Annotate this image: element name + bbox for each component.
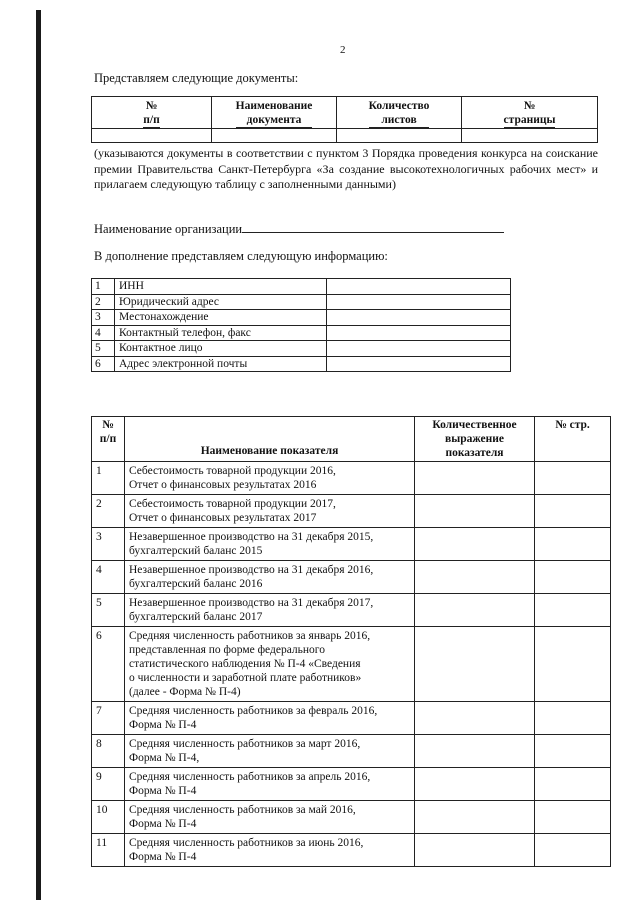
row-indicator: Средняя численность работников за апрель 2016, Форма № П-4 (125, 768, 415, 801)
row-page (535, 561, 611, 594)
info-label: Контактный телефон, факс (115, 325, 327, 341)
organization-blank-line (242, 220, 504, 233)
organization-field (94, 220, 504, 237)
row-num: 1 (92, 462, 125, 495)
table-row (92, 735, 611, 768)
table-row (92, 627, 611, 702)
header-quantity: Количественное выражение показателя (415, 417, 535, 462)
info-label: Местонахождение (115, 310, 327, 326)
table-row (92, 702, 611, 735)
row-page (535, 768, 611, 801)
row-quantity (415, 627, 535, 702)
row-indicator: Средняя численность работников за январь 2016, представленная по форме федерального статистического наблюдения № П-4 «Сведения о численности и заработной плате работников» (далее - Форма № П-4) (125, 627, 415, 702)
info-value (327, 341, 511, 357)
row-page (535, 627, 611, 702)
header-page: № страницы (503, 100, 556, 126)
info-value (327, 294, 511, 310)
intro-text: Представляем следующие документы: (94, 71, 299, 85)
info-num: 6 (92, 356, 115, 372)
row-page (535, 735, 611, 768)
header-num: № п/п (92, 417, 125, 462)
header-num: № п/п (143, 100, 160, 126)
row-page (535, 528, 611, 561)
row-num: 3 (92, 528, 125, 561)
documents-table-empty-row (92, 129, 598, 143)
table-row (92, 594, 611, 627)
row-indicator: Незавершенное производство на 31 декабря 2016, бухгалтерский баланс 2016 (125, 561, 415, 594)
info-value (327, 325, 511, 341)
row-quantity (415, 834, 535, 867)
info-row (92, 310, 511, 326)
row-page (535, 702, 611, 735)
scan-edge-bar (36, 10, 41, 900)
empty-cell (212, 129, 337, 143)
row-indicator: Средняя численность работников за июнь 2016, Форма № П-4 (125, 834, 415, 867)
row-quantity (415, 495, 535, 528)
info-row (92, 356, 511, 372)
row-num: 6 (92, 627, 125, 702)
row-page (535, 594, 611, 627)
page-number: 2 (340, 44, 346, 56)
info-num: 5 (92, 341, 115, 357)
row-page (535, 834, 611, 867)
indicators-table (91, 416, 611, 867)
row-quantity (415, 768, 535, 801)
additional-info-label: В дополнение представляем следующую информацию: (94, 249, 388, 263)
row-num: 4 (92, 561, 125, 594)
row-num: 11 (92, 834, 125, 867)
documents-table (91, 96, 598, 143)
info-value (327, 279, 511, 295)
table-row (92, 528, 611, 561)
row-indicator: Незавершенное производство на 31 декабря 2017, бухгалтерский баланс 2017 (125, 594, 415, 627)
info-label: ИНН (115, 279, 327, 295)
indicators-table-header (92, 417, 611, 462)
row-num: 5 (92, 594, 125, 627)
info-value (327, 356, 511, 372)
info-label: Контактное лицо (115, 341, 327, 357)
row-page (535, 495, 611, 528)
row-quantity (415, 702, 535, 735)
table-row (92, 768, 611, 801)
info-num: 2 (92, 294, 115, 310)
empty-cell (462, 129, 598, 143)
row-indicator: Себестоимость товарной продукции 2017, Отчет о финансовых результатах 2017 (125, 495, 415, 528)
row-num: 10 (92, 801, 125, 834)
row-num: 9 (92, 768, 125, 801)
info-value (327, 310, 511, 326)
table-row (92, 561, 611, 594)
row-indicator: Себестоимость товарной продукции 2016, Отчет о финансовых результатах 2016 (125, 462, 415, 495)
header-page-cell (462, 97, 598, 129)
row-quantity (415, 528, 535, 561)
row-page (535, 801, 611, 834)
row-quantity (415, 735, 535, 768)
header-page: № стр. (535, 417, 611, 462)
info-num: 1 (92, 279, 115, 295)
table-row (92, 462, 611, 495)
info-row (92, 341, 511, 357)
note-text: (указываются документы в соответствии с пунктом 3 Порядка проведения конкурса на соискание премии Правительства Санкт-Петербурга «За создание высокотехнологичных рабочих мест» и прилагаем следующую таблицу с заполненными данными) (94, 146, 598, 191)
row-indicator: Средняя численность работников за май 2016, Форма № П-4 (125, 801, 415, 834)
info-row (92, 294, 511, 310)
row-quantity (415, 801, 535, 834)
row-num: 2 (92, 495, 125, 528)
row-num: 7 (92, 702, 125, 735)
info-row (92, 279, 511, 295)
row-quantity (415, 462, 535, 495)
row-quantity (415, 561, 535, 594)
header-sheets-cell (337, 97, 462, 129)
info-label: Адрес электронной почты (115, 356, 327, 372)
organization-label: Наименование организации (94, 222, 243, 236)
empty-cell (337, 129, 462, 143)
row-indicator: Средняя численность работников за март 2016, Форма № П-4, (125, 735, 415, 768)
info-num: 4 (92, 325, 115, 341)
row-indicator: Незавершенное производство на 31 декабря 2015, бухгалтерский баланс 2015 (125, 528, 415, 561)
table-row (92, 834, 611, 867)
row-indicator: Средняя численность работников за февраль 2016, Форма № П-4 (125, 702, 415, 735)
row-num: 8 (92, 735, 125, 768)
info-row (92, 325, 511, 341)
table-row (92, 801, 611, 834)
row-page (535, 462, 611, 495)
header-sheets: Количество листов (368, 100, 430, 126)
header-num-cell (92, 97, 212, 129)
info-table (91, 278, 511, 372)
header-doc-name-cell (212, 97, 337, 129)
header-doc-name: Наименование документа (235, 100, 313, 126)
empty-cell (92, 129, 212, 143)
table-row (92, 495, 611, 528)
documents-table-header (92, 97, 598, 129)
row-quantity (415, 594, 535, 627)
header-indicator-name: Наименование показателя (125, 417, 415, 462)
info-num: 3 (92, 310, 115, 326)
info-label: Юридический адрес (115, 294, 327, 310)
